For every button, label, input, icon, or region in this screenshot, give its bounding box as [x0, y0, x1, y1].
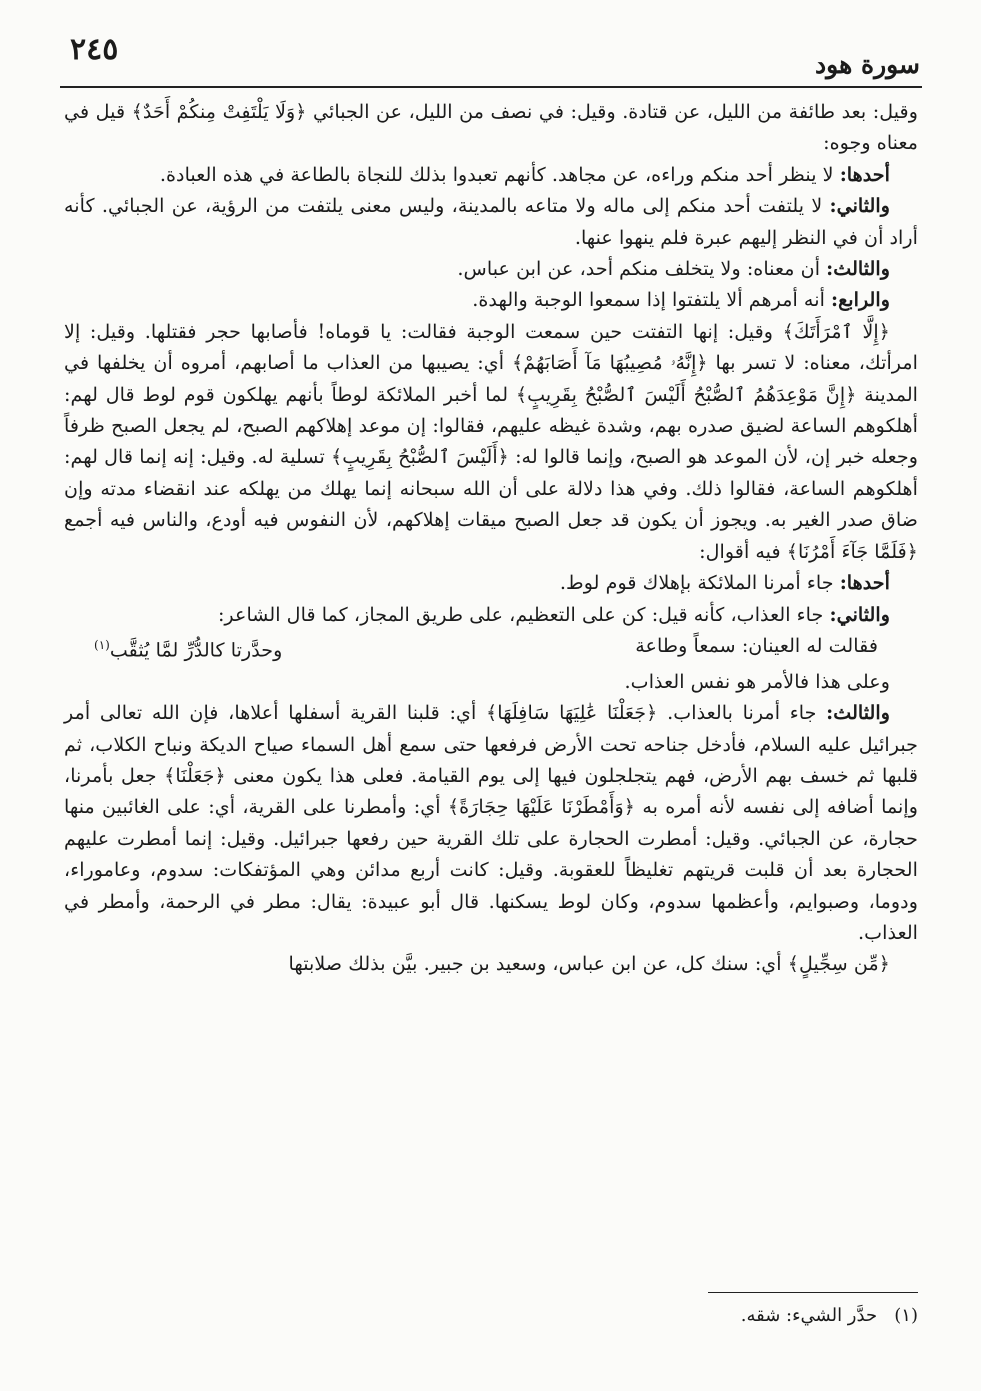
footnote-text: حدَّر الشيء: شقه. [740, 1305, 878, 1326]
paragraph-text: جاء أمرنا الملائكة بإهلاك قوم لوط. [559, 571, 840, 595]
paragraph-label: والرابع: [831, 288, 890, 312]
paragraph [64, 284, 918, 315]
footnote-marker: (١) [94, 637, 110, 652]
paragraph [64, 599, 918, 630]
paragraph-text: جاء العذاب، كأنه قيل: كن على التعظيم، على طريق المجاز، كما قال الشاعر: [217, 602, 830, 626]
paragraph-label: والثاني: [829, 602, 890, 626]
paragraph-label: والثاني: [829, 194, 890, 218]
page-header [60, 22, 922, 88]
paragraph-label: أحدها: [839, 162, 890, 186]
paragraph [64, 96, 918, 159]
footnote-number: (١) [894, 1305, 918, 1326]
paragraph [64, 948, 918, 979]
paragraph-text: وقيل: بعد طائفة من الليل، عن قتادة. وقيل: في نصف من الليل، عن الجبائي ﴿وَلَا يَلْتَفِتْ مِنكُمْ أَحَدٌ﴾ قيل في معناه وجوه: [64, 100, 918, 155]
paragraph [64, 253, 918, 284]
paragraph-label: والثالث: [826, 701, 890, 725]
paragraph-label: أحدها: [839, 571, 890, 595]
paragraph-text: لا يلتفت أحد منكم إلى ماله ولا متاعه بالمدينة، وليس معنى يلتفت من الرؤية، عن الجبائي. كأنه أراد أن في النظر إليهم عبرة فلم ينهوا عنها. [64, 194, 918, 249]
surah-name: سورة هود [815, 50, 920, 79]
paragraph-text: لا ينظر أحد منكم وراءه، عن مجاهد. كأنهم تعبدوا بذلك للنجاة بالطاعة في هذه العبادة. [159, 162, 840, 186]
paragraph-text: ﴿إِلَّا ٱمْرَأَتَكَ﴾ وقيل: إنها التفتت حين سمعت الوجبة فقالت: يا قوماه! فأصابها حجر فقتلها. وقيل: إلا امرأتك، معناه: لا تسر بها ﴿إِنَّهُۥ مُصِيبُهَا مَآ أَصَابَهُمْ﴾ أي: يصيبها من العذاب ما أصابهم، أمروه أن يخلفها في المدينة ﴿إِنَّ مَوْعِدَهُمُ ٱلصُّبْحُ أَلَيْسَ ٱلصُّبْحُ بِقَرِيبٍ﴾ لما أخبر الملائكة لوطاً بأنهم يهلكون قوم لوط قال لهم: أهلكوهم الساعة لضيق صدره بهم، وشدة غيظه عليهم، فقالوا: إن موعد إهلاكهم الصبح، لم يجعل الصبح ظرفاً وجعله خبر إن، لأن الموعد هو الصبح، وإنما قالوا له: ﴿أَلَيْسَ ٱلصُّبْحُ بِقَرِيبٍ﴾ تسلية له. وقيل: إنه إنما قال لهم: أهلكوهم الساعة، فقالوا ذلك. وفي هذا دلالة على أن الله سبحانه إنما يهلك من يهلكه عند انقضاء مدته وإن ضاق صدر الغير به. ويجوز أن يكون قد جعل الصبح ميقات إهلاكهم، لأن النفوس فيه أودع، والناس فيه أجمع ﴿فَلَمَّا جَآءَ أَمْرُنَا﴾ فيه أقوال: [64, 319, 918, 563]
footnote [741, 1305, 918, 1326]
poem-first-hemistich: فقالت له العينان: سمعاً وطاعة [635, 633, 878, 657]
paragraph [64, 697, 918, 948]
paragraph-text: وعلى هذا فالأمر هو نفس العذاب. [624, 669, 890, 693]
poem-second-hemistich: وحدَّرتا كالدُّرِّ لمَّا يُثقَّب$^{(١)}$ [94, 637, 283, 662]
poem-verse [64, 630, 918, 666]
page-number: ٢٤٥ [70, 32, 119, 67]
page [60, 22, 922, 1368]
paragraph-text: ﴿مِّن سِجِّيلٍ﴾ أي: سنك كل، عن ابن عباس، وسعيد بن جبير. بيَّن بذلك صلابتها [288, 952, 890, 976]
paragraph [64, 567, 918, 598]
footnote-separator [708, 1292, 918, 1293]
paragraph [64, 190, 918, 253]
paragraph-label: والثالث: [826, 257, 890, 281]
paragraph [64, 666, 918, 697]
paragraph [64, 316, 918, 567]
paragraph-text: أن معناه: ولا يتخلف منكم أحد، عن ابن عباس. [457, 257, 827, 281]
paragraph-text: أنه أمرهم ألا يلتفتوا إذا سمعوا الوجبة والهدة. [472, 288, 831, 312]
body-text [60, 96, 922, 980]
paragraph-text: جاء أمرنا بالعذاب. ﴿جَعَلْنَا عَٰلِيَهَا سَافِلَهَا﴾ أي: قلبنا القرية أسفلها أعلاها، فإن الله تعالى أمر جبرائيل عليه السلام، فأدخل جناحه تحت الأرض فرفعها حتى سمع أهل السماء صياح الديكة ونباح الكلاب، ثم قلبها ثم خسف بهم الأرض، فهم يتجلجلون فيها إلى يوم القيامة. فعلى هذا يكون معنى ﴿جَعَلْنَا﴾ جعل بأمرنا، وإنما أضافه إلى نفسه لأنه أمره به ﴿وَأَمْطَرْنَا عَلَيْهَا حِجَارَةً﴾ أي: وأمطرنا على القرية، أي: على الغائبين منها حجارة، عن الجبائي. وقيل: أمطرت الحجارة على تلك القرية حين رفعها جبرائيل. وقيل: إنما أمطرت عليهم الحجارة بعد أن قلبت قريتهم تغليظاً للعقوبة. وقيل: كانت أربع مدائن وهي المؤتفكات: سدوم، وعاموراء، ودوما، وصبوايم، وأعظمها سدوم، وكان لوط يسكنها. قال أبو عبيدة: يقال: مطر في الرحمة، وأمطر في العذاب. [64, 701, 918, 944]
paragraph [64, 159, 918, 190]
